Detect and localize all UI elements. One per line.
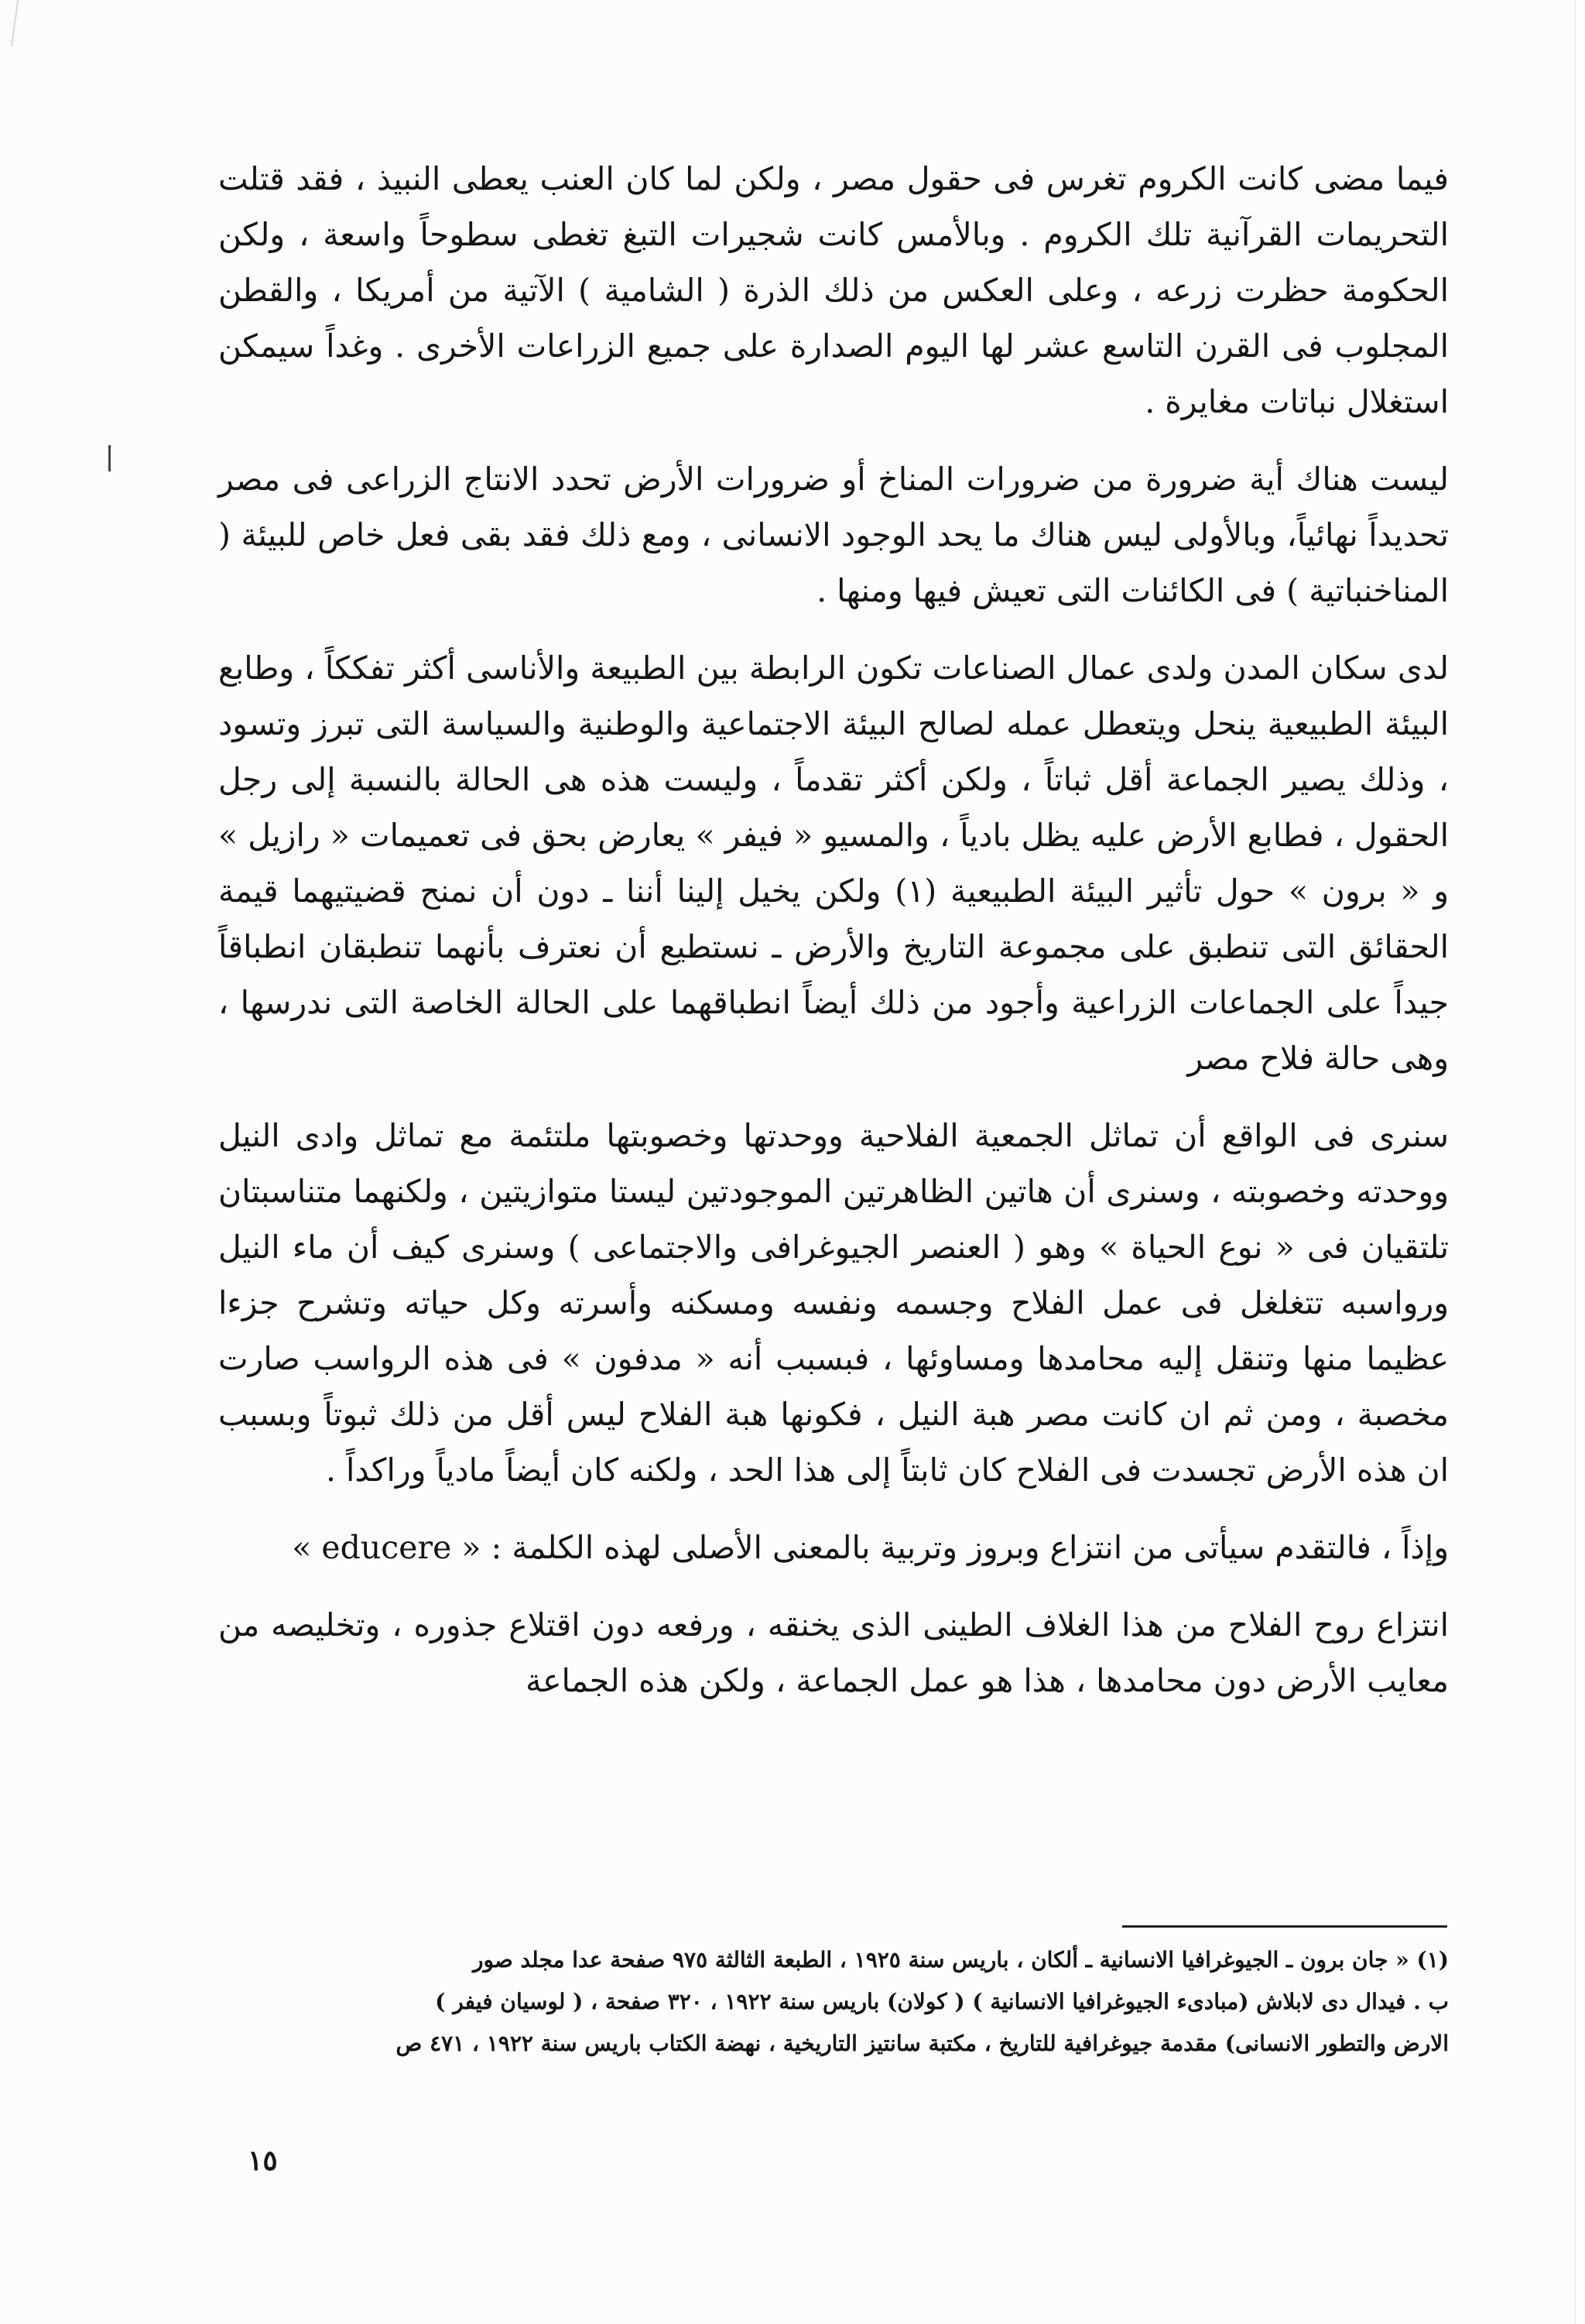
- footnotes: [218, 1939, 1449, 2065]
- paragraph-city-dwellers: لدى سكان المدن ولدى عمال الصناعات تكون الرابطة بين الطبيعة والأناسى أكثر تفككاً ، وطابع البيئة الطبيعية ينحل ويتعطل عمله لصالح البيئة الاجتماعية والوطنية والسياسة التى تبرز وتسود ، وذلك يصير الجماعة أقل ثباتاً ، ولكن أكثر تقدماً ، وليست هذه هى الحالة بالنسبة إلى رجل الحقول ، فطابع الأرض عليه يظل بادياً ، والمسيو « فيفر » يعارض بحق فى تعميمات « رازيل » و « برون » حول تأثير البيئة الطبيعية (١) ولكن يخيل إلينا أننا ـ دون أن نمنح قضيتيهما قيمة الحقائق التى تنطبق على مجموعة التاريخ والأرض ـ نستطيع أن نعترف بأنهما تنطبقان انطباقاً جيداً على الجماعات الزراعية وأجود من ذلك أيضاً انطباقهما على الحالة الخاصة التى ندرسها ، وهى حالة فلاح مصر: [218, 650, 1449, 1077]
- scan-edge-mark: [11, 0, 19, 46]
- footnote-divider: [1122, 1925, 1447, 1928]
- paragraph-nile-valley: سنرى فى الواقع أن تماثل الجمعية الفلاحية ووحدتها وخصوبتها ملتئمة مع تماثل وادى النيل ووحدته وخصوبته ، وسنرى أن هاتين الظاهرتين الموجودتين ليستا متوازيتين ، ولكنهما متناسبتان تلتقيان فى « نوع الحياة » وهو ( العنصر الجيوغرافى والاجتماعى ) وسنرى كيف أن ماء النيل ورواسبه تتغلغل فى عمل الفلاح وجسمه ونفسه ومسكنه وأسرته وكل حياته وتشرح جزءا عظيما منها وتنقل إليه محامدها ومساوئها ، فبسبب أنه « مدفون » فى هذه الرواسب صارت مخصبة ، ومن ثم ان كانت مصر هبة النيل ، فكونها هبة الفلاح ليس أقل من ذلك ثبوتاً وبسبب ان هذه الأرض تجسدت فى الفلاح كان ثابتاً إلى هذا الحد ، ولكنه كان أيضاً مادياً وراكداً .: [218, 1117, 1449, 1489]
- scan-edge-shadow: [1574, 0, 1576, 2324]
- paragraph-educere: وإذاً ، فالتقدم سيأتى من انتزاع وبروز وتربية بالمعنى الأصلى لهذه الكلمة : « educere »: [292, 1529, 1449, 1566]
- footnote-line: الارض والتطور الانسانى) مقدمة جيوغرافية للتاريخ ، مكتبة سانتيز التاريخية ، نهضة الكتاب باريس سنة ١٩٢٢ ، ٤٧١ ص: [395, 2031, 1449, 2056]
- paragraph-vineyards: فيما مضى كانت الكروم تغرس فى حقول مصر ، ولكن لما كان العنب يعطى النبيذ ، فقد قتلت التحريمات القرآنية تلك الكروم . وبالأمس كانت شجيرات التبغ تغطى سطوحاً واسعة ، ولكن الحكومة حظرت زرعه ، وعلى العكس من ذلك الذرة ( الشامية ) الآتية من أمريكا ، والقطن المجلوب فى القرن التاسع عشر لها اليوم الصدارة على جميع الزراعات الأخرى . وغداً سيمكن استغلال نباتات مغايرة .: [218, 160, 1449, 420]
- margin-mark: [108, 445, 111, 471]
- footnote-line: ب . فيدال دى لابلاش (مبادىء الجيوغرافيا الانسانية ) ( كولان) باريس سنة ١٩٢٢ ، ٣٢٠ صفحة ، ( لوسيان فيفر ): [435, 1989, 1449, 2014]
- paragraph-peasant-spirit: انتزاع روح الفلاح من هذا الغلاف الطينى الذى يخنقه ، ورفعه دون اقتلاع جذوره ، وتخليصه من معايب الأرض دون محامدها ، هذا هو عمل الجماعة ، ولكن هذه الجماعة: [218, 1606, 1449, 1699]
- footnote-line: (١) « جان برون ـ الجيوغرافيا الانسانية ـ ألكان ، باريس سنة ١٩٢٥ ، الطبعة الثالثة ٩٧٥ صفحة عدا مجلد صور: [472, 1947, 1449, 1973]
- page-number: ١٥: [248, 2144, 278, 2177]
- body-text: [218, 151, 1449, 1730]
- paragraph-environment: ليست هناك أية ضرورة من ضرورات المناخ أو ضرورات الأرض تحدد الانتاج الزراعى فى مصر تحديداً نهائياً، وبالأولى ليس هناك ما يحد الوجود الانسانى ، ومع ذلك فقد بقى فعل خاص للبيئة ( المناخنباتية ) فى الكائنات التى تعيش فيها ومنها .: [218, 461, 1449, 609]
